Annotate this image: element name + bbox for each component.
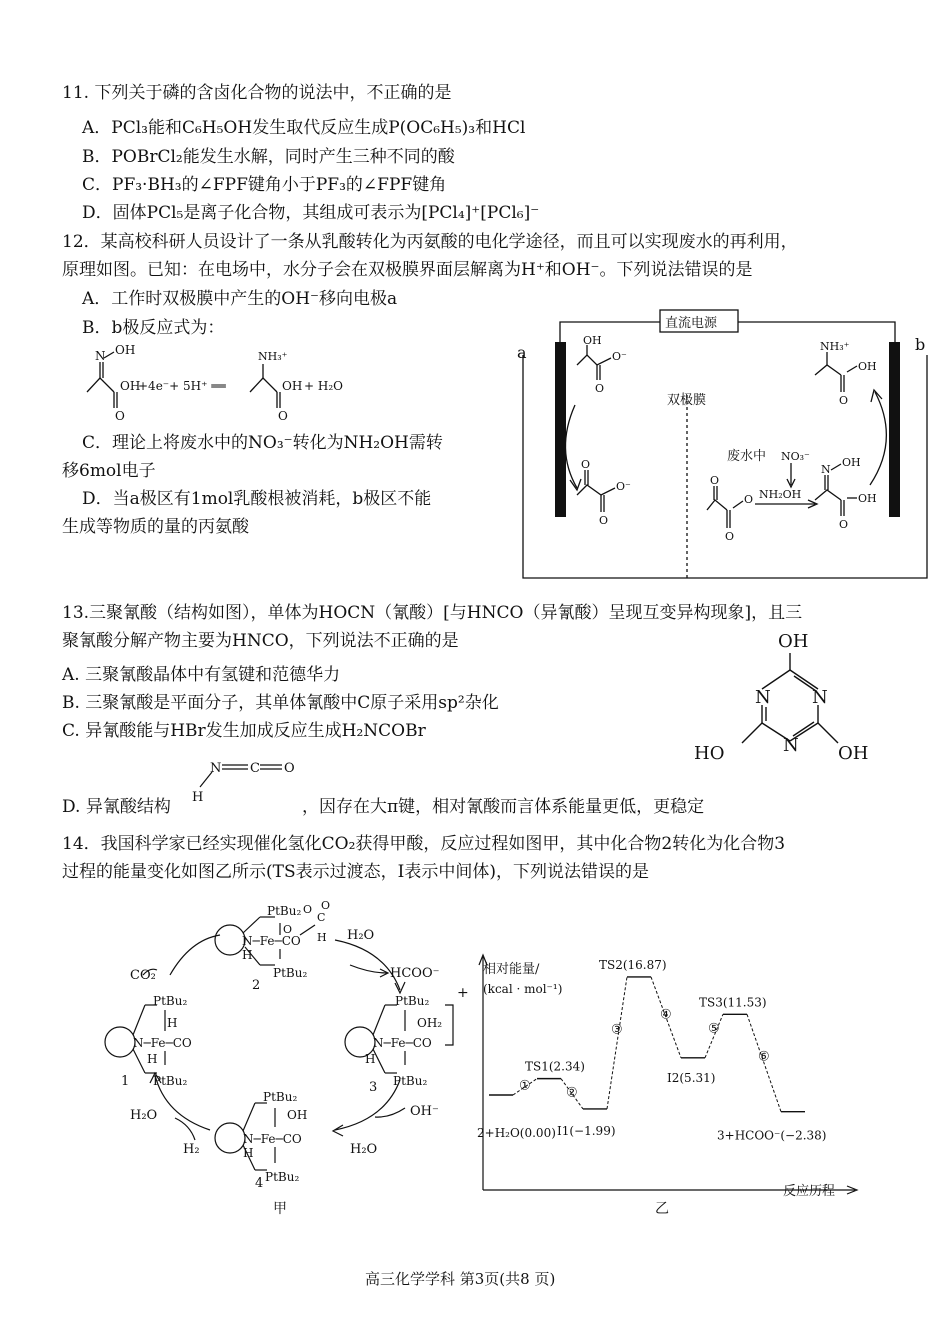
svg-text:O: O bbox=[725, 530, 735, 543]
q12-cell-diagram bbox=[515, 300, 935, 585]
q13-option-c: C. 异氰酸能与HBr发生加成反应生成H₂NCOBr bbox=[62, 721, 426, 741]
svg-text:O: O bbox=[839, 518, 849, 531]
hydrogen-label: H₂ bbox=[183, 1142, 200, 1157]
svg-text:N: N bbox=[783, 735, 799, 756]
q13-stem-line2: 聚氰酸分解产物主要为HNCO，下列说法不正确的是 bbox=[62, 631, 459, 651]
q12-option-b: B．b极反应式为： bbox=[82, 318, 225, 338]
svg-text:C: C bbox=[250, 761, 260, 776]
svg-text:O: O bbox=[595, 382, 605, 395]
svg-text:NH₃⁺: NH₃⁺ bbox=[258, 350, 288, 363]
step-label-5: ⑤ bbox=[708, 1021, 720, 1037]
svg-text:O: O bbox=[284, 761, 295, 776]
energy-profile-chart bbox=[475, 945, 875, 1220]
energy-point-label-1: 2+H₂O(0.00) bbox=[477, 1126, 556, 1140]
wastewater-label: 废水中 bbox=[727, 449, 767, 464]
step-label-4: ④ bbox=[660, 1007, 672, 1023]
cycle-caption: 甲 bbox=[273, 1201, 287, 1217]
compound-2-number: 2 bbox=[252, 978, 261, 993]
svg-text:N─Fe─CO: N─Fe─CO bbox=[242, 934, 301, 948]
svg-text:O: O bbox=[303, 903, 313, 916]
compound-4-number: 4 bbox=[255, 1176, 264, 1191]
svg-text:OH: OH bbox=[838, 743, 869, 764]
q11-option-d: D．固体PCl₅是离子化合物，其组成可表示为[PCl₄]⁺[PCl₆]⁻ bbox=[82, 203, 540, 223]
svg-text:O: O bbox=[710, 474, 720, 487]
svg-text:O: O bbox=[744, 493, 754, 506]
compound-1-number: 1 bbox=[121, 1074, 130, 1089]
hydroxylamine-label: NH₂OH bbox=[759, 488, 802, 501]
svg-text:OH: OH bbox=[115, 343, 136, 357]
power-source-label: 直流电源 bbox=[665, 316, 718, 331]
y-axis-label-1: 相对能量/ bbox=[483, 962, 540, 977]
svg-text:H: H bbox=[242, 948, 253, 962]
svg-text:HO: HO bbox=[694, 743, 725, 764]
energy-point-label-2: TS1(2.34) bbox=[525, 1059, 585, 1074]
svg-text:N: N bbox=[812, 687, 828, 708]
catalytic-cycle-diagram bbox=[95, 895, 475, 1220]
svg-text:H: H bbox=[192, 790, 204, 805]
page-footer: 高三化学学科 第3页(共8 页) bbox=[365, 1270, 556, 1288]
q12-option-c-line2: 移6mol电子 bbox=[62, 461, 156, 481]
q12-option-d-line2: 生成等物质的量的丙氨酸 bbox=[62, 517, 249, 537]
svg-text:N─Fe─CO: N─Fe─CO bbox=[133, 1036, 192, 1050]
svg-text:OH: OH bbox=[842, 456, 861, 469]
svg-text:PtBu₂: PtBu₂ bbox=[395, 994, 430, 1008]
q11-stem: 11. 下列关于磷的含卤化合物的说法中，不正确的是 bbox=[62, 83, 452, 103]
svg-text:N: N bbox=[95, 349, 106, 363]
svg-text:N: N bbox=[210, 761, 222, 776]
svg-text:PtBu₂: PtBu₂ bbox=[393, 1074, 428, 1088]
svg-text:O⁻: O⁻ bbox=[616, 480, 631, 493]
energy-point-label-4: TS2(16.87) bbox=[599, 957, 667, 972]
svg-text:OH: OH bbox=[778, 631, 809, 652]
svg-text:OH: OH bbox=[282, 379, 303, 393]
step-label-2: ② bbox=[566, 1085, 578, 1101]
water-label-1: H₂O bbox=[347, 928, 375, 943]
energy-point-label-6: TS3(11.53) bbox=[699, 995, 767, 1010]
energy-point-label-3: I1(−1.99) bbox=[557, 1123, 616, 1138]
svg-text:H: H bbox=[147, 1052, 158, 1066]
q13-stem-line1: 13.三聚氰酸（结构如图），单体为HOCN（氰酸）[与HNCO（异氰酸）呈现互变异构现象]，且三 bbox=[62, 603, 803, 623]
q13-option-d-suffix: ，因存在大π键，相对氰酸而言体系能量更低，更稳定 bbox=[302, 797, 705, 817]
q11-option-a: A．PCl₃能和C₆H₅OH发生取代反应生成P(OC₆H₅)₃和HCl bbox=[82, 118, 526, 138]
svg-text:PtBu₂: PtBu₂ bbox=[265, 1170, 300, 1184]
svg-text:O: O bbox=[839, 394, 849, 407]
isocyanic-acid-structure bbox=[190, 755, 310, 805]
q12-eq-middle: +4e⁻+ 5H⁺ ══ bbox=[138, 379, 226, 393]
step-label-3: ③ bbox=[611, 1022, 623, 1038]
q12-option-a: A．工作时双极膜中产生的OH⁻移向电极a bbox=[82, 289, 398, 309]
svg-text:N─Fe─CO: N─Fe─CO bbox=[373, 1036, 432, 1050]
svg-text:N: N bbox=[821, 463, 831, 476]
q12-stem-line1: 12．某高校科研人员设计了一条从乳酸转化为丙氨酸的电化学途径，而且可以实现废水的再利用， bbox=[62, 232, 798, 252]
q13-option-b: B. 三聚氰酸是平面分子，其单体氰酸中C原子采用sp²杂化 bbox=[62, 693, 499, 713]
q12-option-d-line1: D．当a极区有1mol乳酸根被消耗，b极区不能 bbox=[82, 489, 432, 509]
svg-text:C: C bbox=[317, 911, 326, 924]
q11-option-b: B．POBrCl₂能发生水解，同时产生三种不同的酸 bbox=[82, 147, 455, 167]
cyanuric-acid-structure bbox=[690, 625, 890, 770]
hydroxide-label: OH⁻ bbox=[410, 1104, 439, 1119]
svg-text:OH: OH bbox=[583, 334, 602, 347]
svg-text:H: H bbox=[365, 1052, 376, 1066]
svg-text:PtBu₂: PtBu₂ bbox=[267, 904, 302, 918]
energy-caption: 乙 bbox=[655, 1201, 669, 1217]
svg-text:NH₃⁺: NH₃⁺ bbox=[820, 340, 850, 353]
svg-text:O: O bbox=[599, 514, 609, 527]
svg-text:N─Fe─CO: N─Fe─CO bbox=[243, 1132, 302, 1146]
svg-text:O⁻: O⁻ bbox=[612, 350, 627, 363]
svg-text:OH: OH bbox=[858, 360, 877, 373]
svg-text:O: O bbox=[115, 409, 125, 423]
svg-text:PtBu₂: PtBu₂ bbox=[153, 1074, 188, 1088]
q11-option-c: C．PF₃·BH₃的∠FPF键角小于PF₃的∠FPF键角 bbox=[82, 175, 447, 195]
svg-text:H: H bbox=[243, 1146, 254, 1160]
water-label-2: H₂O bbox=[350, 1142, 378, 1157]
svg-text:PtBu₂: PtBu₂ bbox=[153, 994, 188, 1008]
svg-text:O: O bbox=[321, 899, 331, 912]
q12-eq-end: + H₂O bbox=[304, 379, 343, 393]
electrode-a-label: a bbox=[517, 343, 527, 362]
svg-text:H: H bbox=[167, 1016, 178, 1030]
q13-option-a: A. 三聚氰酸晶体中有氢键和范德华力 bbox=[62, 665, 341, 685]
electrode-b-label: b bbox=[915, 335, 926, 354]
svg-text:OH: OH bbox=[287, 1108, 308, 1122]
q14-stem-line1: 14．我国科学家已经实现催化氢化CO₂获得甲酸，反应过程如图甲，其中化合物2转化为化合物3 bbox=[62, 834, 786, 854]
formate-label: HCOO⁻ bbox=[390, 966, 440, 981]
svg-text:OH₂: OH₂ bbox=[417, 1016, 443, 1030]
x-axis-label: 反应历程 bbox=[783, 1184, 836, 1199]
energy-connector-3 bbox=[607, 977, 627, 1109]
q13-option-d-prefix: D. 异氰酸结构 bbox=[62, 797, 171, 817]
svg-text:O: O bbox=[283, 923, 293, 936]
svg-text:H: H bbox=[317, 931, 327, 944]
q12-option-c-line1: C．理论上将废水中的NO₃⁻转化为NH₂OH需转 bbox=[82, 433, 443, 453]
q12-stem-line2: 原理如图。已知：在电场中，水分子会在双极膜界面层解离为H⁺和OH⁻。下列说法错误的是 bbox=[62, 260, 753, 280]
bipolar-membrane-label: 双极膜 bbox=[667, 393, 707, 408]
energy-point-label-7: 3+HCOO⁻(−2.38) bbox=[717, 1128, 827, 1143]
nitrate-label: NO₃⁻ bbox=[781, 450, 810, 463]
compound-3-number: 3 bbox=[369, 1080, 378, 1095]
step-label-1: ① bbox=[519, 1078, 531, 1094]
svg-text:O: O bbox=[278, 409, 288, 423]
svg-text:OH: OH bbox=[120, 379, 141, 393]
svg-text:PtBu₂: PtBu₂ bbox=[263, 1090, 298, 1104]
svg-text:PtBu₂: PtBu₂ bbox=[273, 966, 308, 980]
svg-text:OH: OH bbox=[858, 492, 877, 505]
plus-sign: + bbox=[457, 985, 469, 1001]
svg-text:O: O bbox=[581, 458, 591, 471]
svg-text:N: N bbox=[755, 687, 771, 708]
y-axis-label-2: (kcal · mol⁻¹) bbox=[483, 982, 563, 996]
co2-label: CO₂ bbox=[130, 968, 156, 983]
step-label-6: ⑥ bbox=[758, 1049, 770, 1065]
q14-stem-line2: 过程的能量变化如图乙所示(TS表示过渡态，I表示中间体)，下列说法错误的是 bbox=[62, 862, 649, 882]
energy-point-label-5: I2(5.31) bbox=[667, 1070, 716, 1085]
q12-equation bbox=[82, 342, 382, 422]
water-label-3: H₂O bbox=[130, 1108, 158, 1123]
